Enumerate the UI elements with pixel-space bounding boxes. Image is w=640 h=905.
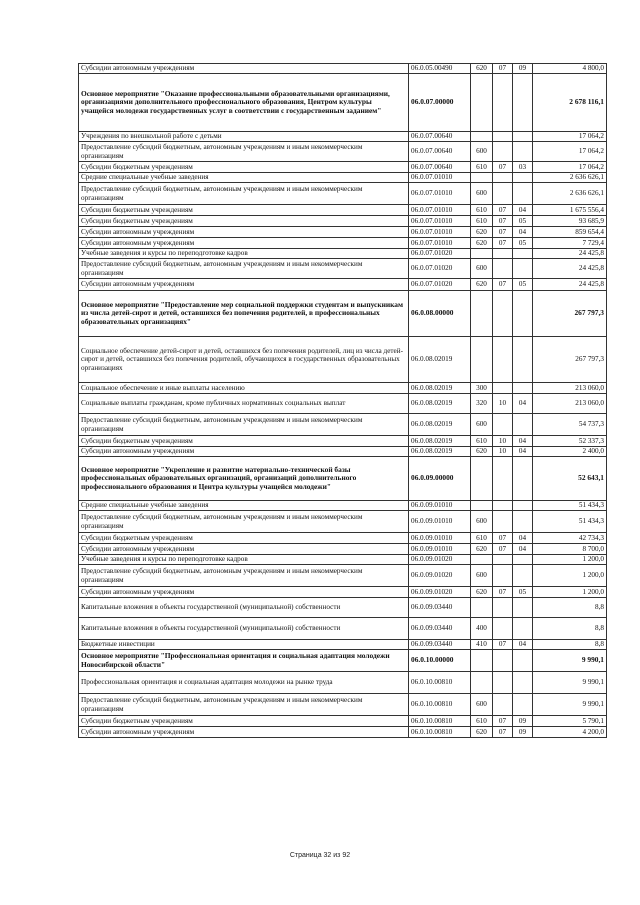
cell-name: Предоставление субсидий бюджетным, автономным учреждениям и иным некоммерческим организациям [79,565,409,587]
cell-name: Социальные выплаты гражданам, кроме публичных нормативных социальных выплат [79,394,409,414]
cell-vr: 600 [471,694,493,716]
cell-rz: 10 [493,447,513,457]
cell-vr: 610 [471,533,493,544]
cell-vr: 620 [471,64,493,74]
cell-pr [513,694,533,716]
cell-sum: 7 729,4 [533,238,607,249]
cell-rz: 07 [493,64,513,74]
table-row [79,249,607,259]
cell-pr [513,249,533,259]
cell-sum: 52 337,3 [533,436,607,447]
cell-rz: 10 [493,436,513,447]
cell-rz [493,694,513,716]
page-footer: Страница 32 из 92 [289,852,351,859]
cell-vr: 300 [471,383,493,394]
table-row [79,716,607,727]
table-row [79,640,607,650]
cell-code: 06.0.09.01010 [409,501,471,511]
cell-vr: 610 [471,216,493,227]
cell-pr: 05 [513,279,533,291]
cell-vr: 600 [471,511,493,533]
cell-rz [493,511,513,533]
cell-name: Субсидии бюджетным учреждениям [79,436,409,447]
cell-rz [493,555,513,565]
cell-sum: 24 425,8 [533,279,607,291]
cell-sum: 267 797,3 [533,291,607,337]
cell-pr [513,173,533,183]
table-row [79,173,607,183]
cell-rz [493,74,513,132]
cell-code: 06.0.10.00810 [409,727,471,738]
cell-rz [493,183,513,205]
cell-sum: 9 990,1 [533,650,607,672]
table-row [79,457,607,501]
cell-vr: 600 [471,565,493,587]
cell-rz [493,650,513,672]
cell-name: Субсидии бюджетным учреждениям [79,533,409,544]
cell-sum: 1 200,0 [533,555,607,565]
cell-pr: 04 [513,447,533,457]
cell-code: 06.0.09.01010 [409,533,471,544]
table-row [79,142,607,162]
cell-name: Основное мероприятие "Предоставление мер социальной поддержки студентам и выпускникам из числа детей-сирот и детей, оставшихся без попечения родителей, в профессиональных образовательных организациях" [79,291,409,337]
cell-vr: 600 [471,259,493,279]
cell-pr: 04 [513,227,533,238]
cell-name: Предоставление субсидий бюджетным, автономным учреждениям и иным некоммерческим организациям [79,511,409,533]
cell-code: 06.0.08.02019 [409,337,471,383]
cell-pr: 04 [513,394,533,414]
cell-rz: 07 [493,216,513,227]
cell-vr: 610 [471,205,493,216]
cell-sum: 4 200,0 [533,727,607,738]
cell-sum: 213 060,0 [533,394,607,414]
cell-name: Социальное обеспечение детей-сирот и детей, оставшихся без попечения родителей, лиц из числа детей-сирот и детей, оставшихся без попечения родителей, обучающихся в государственных образовательных организациях [79,337,409,383]
table-row [79,183,607,205]
table-row [79,64,607,74]
cell-name: Предоставление субсидий бюджетным, автономным учреждениям и иным некоммерческим организациям [79,183,409,205]
cell-vr: 620 [471,279,493,291]
cell-rz: 07 [493,727,513,738]
table-row [79,205,607,216]
cell-name: Субсидии бюджетным учреждениям [79,162,409,173]
cell-pr [513,501,533,511]
table-row [79,727,607,738]
cell-name: Бюджетные инвестиции [79,640,409,650]
cell-sum: 2 636 626,1 [533,173,607,183]
cell-pr [513,142,533,162]
cell-rz [493,565,513,587]
cell-sum: 2 678 116,1 [533,74,607,132]
cell-sum: 9 990,1 [533,694,607,716]
table-row [79,618,607,640]
cell-pr: 04 [513,533,533,544]
cell-rz [493,672,513,694]
cell-rz [493,173,513,183]
cell-vr [471,457,493,501]
cell-vr: 610 [471,162,493,173]
table-row [79,555,607,565]
cell-pr: 09 [513,727,533,738]
cell-sum: 17 064,2 [533,162,607,173]
cell-pr [513,457,533,501]
cell-code: 06.0.08.02019 [409,414,471,436]
cell-code: 06.0.09.03440 [409,618,471,640]
table-row [79,414,607,436]
cell-pr [513,618,533,640]
cell-name: Субсидии автономным учреждениям [79,238,409,249]
cell-sum: 4 800,0 [533,64,607,74]
cell-name: Основное мероприятие "Оказание профессиональными образовательными организациями, организациями дополнительного профессионального образования, Центром культуры учащейся молодежи государственных услуг в соответствии с государственным заданием" [79,74,409,132]
cell-code: 06.0.07.01010 [409,227,471,238]
cell-name: Субсидии бюджетным учреждениям [79,716,409,727]
cell-rz: 07 [493,533,513,544]
table-row [79,533,607,544]
cell-sum: 51 434,3 [533,501,607,511]
cell-rz: 07 [493,279,513,291]
cell-name: Субсидии автономным учреждениям [79,227,409,238]
cell-vr [471,291,493,337]
cell-code: 06.0.05.00490 [409,64,471,74]
table-row [79,337,607,383]
cell-vr [471,74,493,132]
cell-pr: 05 [513,216,533,227]
cell-vr: 620 [471,587,493,598]
table-row [79,544,607,555]
table-row [79,259,607,279]
cell-rz [493,249,513,259]
cell-vr [471,598,493,618]
table-row [79,291,607,337]
cell-vr: 600 [471,142,493,162]
cell-vr [471,555,493,565]
cell-code: 06.0.10.00810 [409,672,471,694]
cell-code: 06.0.07.01010 [409,173,471,183]
cell-rz [493,618,513,640]
table-row [79,216,607,227]
cell-name: Основное мероприятие "Укрепление и развитие материально-технической базы профессиональных образовательных организаций, организаций дополнительного профессионального образования и Центра культуры учащейся молодежи" [79,457,409,501]
cell-name: Субсидии бюджетным учреждениям [79,216,409,227]
cell-name: Предоставление субсидий бюджетным, автономным учреждениям и иным некоммерческим организациям [79,694,409,716]
cell-name: Предоставление субсидий бюджетным, автономным учреждениям и иным некоммерческим организациям [79,142,409,162]
cell-name: Субсидии автономным учреждениям [79,727,409,738]
cell-name: Социальное обеспечение и иные выплаты населению [79,383,409,394]
cell-pr: 05 [513,587,533,598]
cell-rz [493,501,513,511]
cell-vr [471,672,493,694]
cell-pr [513,183,533,205]
cell-sum: 24 425,8 [533,259,607,279]
cell-vr: 620 [471,227,493,238]
cell-rz [493,259,513,279]
cell-rz [493,142,513,162]
cell-sum: 8,8 [533,640,607,650]
cell-pr: 09 [513,64,533,74]
cell-vr [471,249,493,259]
cell-sum: 8,8 [533,598,607,618]
table-row [79,436,607,447]
cell-code: 06.0.07.01020 [409,259,471,279]
cell-rz: 07 [493,227,513,238]
cell-sum: 5 790,1 [533,716,607,727]
cell-sum: 859 654,4 [533,227,607,238]
cell-code: 06.0.09.01020 [409,555,471,565]
cell-vr: 620 [471,447,493,457]
table-row [79,694,607,716]
cell-name: Капитальные вложения в объекты государственной (муниципальной) собственности [79,618,409,640]
cell-pr [513,598,533,618]
cell-code: 06.0.10.00810 [409,716,471,727]
cell-code: 06.0.08.02019 [409,394,471,414]
cell-name: Учебные заведения и курсы по переподготовке кадров [79,249,409,259]
cell-pr [513,337,533,383]
cell-sum: 1 675 556,4 [533,205,607,216]
cell-code: 06.0.08.02019 [409,383,471,394]
cell-name: Учебные заведения и курсы по переподготовке кадров [79,555,409,565]
cell-sum: 54 737,3 [533,414,607,436]
cell-pr [513,672,533,694]
cell-name: Средние специальные учебные заведения [79,173,409,183]
cell-vr: 600 [471,414,493,436]
cell-vr [471,650,493,672]
table-body [79,64,607,738]
cell-pr [513,291,533,337]
cell-sum: 213 060,0 [533,383,607,394]
table-row [79,279,607,291]
cell-code: 06.0.07.00640 [409,162,471,173]
cell-code: 06.0.08.00000 [409,291,471,337]
cell-pr: 04 [513,544,533,555]
cell-name: Субсидии автономным учреждениям [79,544,409,555]
cell-pr [513,383,533,394]
cell-pr: 03 [513,162,533,173]
cell-vr: 400 [471,618,493,640]
cell-pr [513,555,533,565]
cell-name: Субсидии автономным учреждениям [79,447,409,457]
cell-rz [493,414,513,436]
cell-rz: 07 [493,587,513,598]
cell-sum: 17 064,2 [533,142,607,162]
cell-code: 06.0.08.02019 [409,447,471,457]
cell-name: Предоставление субсидий бюджетным, автономным учреждениям и иным некоммерческим организациям [79,414,409,436]
table-row [79,132,607,142]
cell-code: 06.0.07.01020 [409,249,471,259]
cell-vr: 410 [471,640,493,650]
table-row [79,162,607,173]
cell-name: Капитальные вложения в объекты государственной (муниципальной) собственности [79,598,409,618]
cell-sum: 93 685,9 [533,216,607,227]
cell-code: 06.0.10.00810 [409,694,471,716]
cell-vr: 320 [471,394,493,414]
cell-pr: 05 [513,238,533,249]
cell-pr [513,650,533,672]
cell-rz [493,337,513,383]
cell-name: Субсидии автономным учреждениям [79,587,409,598]
cell-vr [471,132,493,142]
table-row [79,238,607,249]
table-row [79,447,607,457]
cell-rz: 10 [493,394,513,414]
cell-code: 06.0.07.00640 [409,132,471,142]
cell-pr [513,74,533,132]
cell-pr: 04 [513,205,533,216]
cell-pr [513,511,533,533]
cell-name: Предоставление субсидий бюджетным, автономным учреждениям и иным некоммерческим организациям [79,259,409,279]
cell-pr: 04 [513,436,533,447]
table-row [79,394,607,414]
table-row [79,227,607,238]
cell-rz: 07 [493,162,513,173]
cell-sum: 2 636 626,1 [533,183,607,205]
cell-sum: 9 990,1 [533,672,607,694]
cell-pr: 09 [513,716,533,727]
cell-name: Субсидии автономным учреждениям [79,279,409,291]
cell-code: 06.0.07.01010 [409,183,471,205]
cell-code: 06.0.07.00640 [409,142,471,162]
table-row [79,565,607,587]
cell-sum: 2 400,0 [533,447,607,457]
cell-sum: 52 643,1 [533,457,607,501]
cell-code: 06.0.09.03440 [409,640,471,650]
cell-sum: 51 434,3 [533,511,607,533]
cell-code: 06.0.09.03440 [409,598,471,618]
cell-rz [493,598,513,618]
cell-name: Субсидии бюджетным учреждениям [79,205,409,216]
cell-rz: 07 [493,238,513,249]
cell-name: Основное мероприятие "Профессиональная ориентация и социальная адаптация молодежи Новосибирской области" [79,650,409,672]
cell-name: Учреждения по внешкольной работе с детьми [79,132,409,142]
cell-code: 06.0.07.01020 [409,279,471,291]
table-row [79,672,607,694]
cell-code: 06.0.09.01010 [409,544,471,555]
cell-sum: 267 797,3 [533,337,607,383]
cell-name: Субсидии автономным учреждениям [79,64,409,74]
cell-code: 06.0.07.01010 [409,205,471,216]
cell-name: Средние специальные учебные заведения [79,501,409,511]
cell-vr: 620 [471,727,493,738]
cell-pr [513,259,533,279]
cell-code: 06.0.08.02019 [409,436,471,447]
table-row [79,598,607,618]
table-row [79,501,607,511]
cell-vr [471,337,493,383]
cell-rz: 07 [493,640,513,650]
cell-sum: 1 200,0 [533,587,607,598]
cell-vr: 610 [471,436,493,447]
table-row [79,650,607,672]
cell-sum: 1 200,0 [533,565,607,587]
cell-code: 06.0.07.00000 [409,74,471,132]
cell-vr: 610 [471,716,493,727]
cell-pr [513,565,533,587]
cell-vr [471,173,493,183]
cell-rz [493,457,513,501]
cell-rz [493,383,513,394]
cell-sum: 17 064,2 [533,132,607,142]
cell-rz [493,291,513,337]
cell-rz: 07 [493,544,513,555]
table-row [79,511,607,533]
cell-rz: 07 [493,205,513,216]
cell-rz: 07 [493,716,513,727]
cell-code: 06.0.10.00000 [409,650,471,672]
cell-vr [471,501,493,511]
cell-sum: 42 734,3 [533,533,607,544]
cell-name: Профессиональная ориентация и социальная адаптация молодежи на рынке труда [79,672,409,694]
cell-pr: 04 [513,640,533,650]
cell-vr: 620 [471,238,493,249]
cell-sum: 8,8 [533,618,607,640]
table-row [79,383,607,394]
budget-table [78,63,607,738]
cell-sum: 24 425,8 [533,249,607,259]
cell-rz [493,132,513,142]
cell-vr: 600 [471,183,493,205]
cell-pr [513,414,533,436]
cell-code: 06.0.09.01020 [409,565,471,587]
table-row [79,74,607,132]
cell-code: 06.0.09.00000 [409,457,471,501]
cell-code: 06.0.09.01020 [409,587,471,598]
cell-code: 06.0.09.01010 [409,511,471,533]
table-row [79,587,607,598]
cell-code: 06.0.07.01010 [409,238,471,249]
cell-code: 06.0.07.01010 [409,216,471,227]
cell-pr [513,132,533,142]
cell-sum: 8 700,0 [533,544,607,555]
cell-vr: 620 [471,544,493,555]
